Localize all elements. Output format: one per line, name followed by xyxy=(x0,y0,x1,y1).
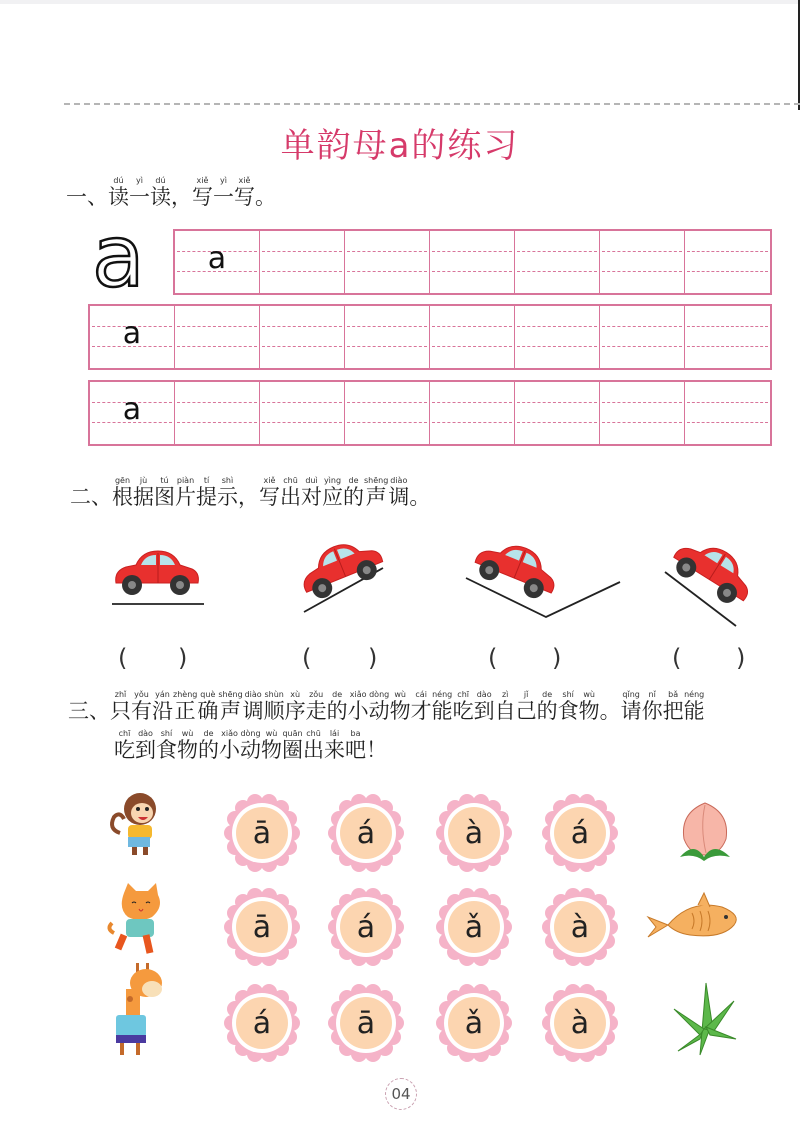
pinyin-char: ， xyxy=(171,185,192,209)
pinyin-char: 应yìng xyxy=(322,476,343,509)
peach-icon xyxy=(670,797,740,871)
pinyin-char: 请qǐng xyxy=(620,690,642,723)
pinyin-char: 能néng xyxy=(683,690,705,723)
pinyin-char: 图tú xyxy=(154,476,175,509)
pinyin-char: 小xiǎo xyxy=(219,729,240,762)
pinyin-char: 写xiě xyxy=(192,176,213,209)
leaves-icon xyxy=(670,979,740,1063)
answer-paren-close: ) xyxy=(736,644,746,672)
big-letter-a-tracing: a xyxy=(92,207,145,307)
tone-flower[interactable] xyxy=(434,793,514,873)
tone-flower[interactable] xyxy=(326,983,406,1063)
tone-letter: á xyxy=(340,901,392,953)
tone-letter: ā xyxy=(236,901,288,953)
pinyin-char: 据jù xyxy=(133,476,154,509)
answer-paren-close: ) xyxy=(552,644,562,672)
page-number: 04 xyxy=(385,1078,417,1110)
answer-paren-open: ( xyxy=(302,644,312,672)
pinyin-char: 读dú xyxy=(150,176,171,209)
tone-letter: ā xyxy=(236,807,288,859)
answer-paren-close: ) xyxy=(368,644,378,672)
pinyin-char: 。 xyxy=(409,485,431,509)
pinyin-char: 食shí xyxy=(557,690,579,723)
pinyin-char: 的de xyxy=(198,729,219,762)
tone-flower[interactable] xyxy=(222,887,302,967)
tone-flower[interactable] xyxy=(540,983,620,1063)
pinyin-char: ！ xyxy=(366,738,387,762)
pinyin-char: 到dào xyxy=(135,729,156,762)
pinyin-char: 动dòng xyxy=(240,729,261,762)
pinyin-char: 写xiě xyxy=(234,176,255,209)
pinyin-char: 自zì xyxy=(494,690,516,723)
pinyin-char: ， xyxy=(238,485,259,509)
tone-flower[interactable] xyxy=(222,793,302,873)
fish-icon xyxy=(646,891,746,955)
pinyin-char: 有yǒu xyxy=(131,690,152,723)
pinyin-char: 。 xyxy=(599,699,621,723)
pinyin-char: 吧ba xyxy=(345,729,366,762)
pinyin-char: 沿yán xyxy=(152,690,173,723)
page-title: 单韵母a的练习 xyxy=(280,126,520,166)
pinyin-char: 声shēng xyxy=(364,476,389,509)
tone-flower[interactable] xyxy=(326,793,406,873)
pinyin-char: 圈quān xyxy=(282,729,303,762)
pinyin-char: 调diào xyxy=(242,690,264,723)
tone-letter: á xyxy=(236,997,288,1049)
pinyin-char: 调diào xyxy=(388,476,410,509)
pinyin-char: 小xiǎo xyxy=(347,690,369,723)
tone-flower[interactable] xyxy=(540,793,620,873)
giraffe-icon[interactable] xyxy=(108,959,168,1063)
pinyin-char: 的de xyxy=(343,476,364,509)
tone-flower[interactable] xyxy=(540,887,620,967)
tone-letter: á xyxy=(340,807,392,859)
tone-letter: ǎ xyxy=(448,997,500,1049)
section-number: 二、 xyxy=(70,485,112,509)
pinyin-char: 声shēng xyxy=(218,690,243,723)
tone-letter: à xyxy=(554,997,606,1049)
pinyin-char: 正zhèng xyxy=(173,690,198,723)
tone-answer-blank[interactable] xyxy=(316,644,368,674)
answer-paren-close: ) xyxy=(178,644,188,672)
pinyin-char: 到dào xyxy=(473,690,495,723)
pinyin-char: 来lái xyxy=(324,729,345,762)
tone-letter: á xyxy=(554,807,606,859)
pinyin-char: 的de xyxy=(536,690,558,723)
pinyin-char: 提tí xyxy=(196,476,217,509)
sample-letter: a xyxy=(122,392,142,427)
pinyin-char: 才cái xyxy=(410,690,432,723)
tone-answer-blank[interactable] xyxy=(502,644,552,674)
tone-answer-blank[interactable] xyxy=(132,644,178,674)
pinyin-char: 食shí xyxy=(156,729,177,762)
tone-flower[interactable] xyxy=(326,887,406,967)
pinyin-char: 物wù xyxy=(177,729,198,762)
pinyin-char: 把bǎ xyxy=(662,690,684,723)
answer-paren-open: ( xyxy=(672,644,682,672)
answer-paren-open: ( xyxy=(488,644,498,672)
pinyin-char: 己jǐ xyxy=(515,690,537,723)
tone-flower[interactable] xyxy=(222,983,302,1063)
pinyin-char: 一yì xyxy=(213,176,234,209)
pinyin-char: 物wù xyxy=(261,729,282,762)
pinyin-char: 出chū xyxy=(280,476,301,509)
pinyin-char: 动dòng xyxy=(368,690,390,723)
cat-icon[interactable] xyxy=(106,883,176,967)
pinyin-char: 。 xyxy=(255,185,276,209)
pinyin-char: 确què xyxy=(197,690,219,723)
pinyin-char: 顺shùn xyxy=(263,690,285,723)
section-number: 三、 xyxy=(68,699,110,723)
pinyin-char: 走zǒu xyxy=(305,690,327,723)
footer-text xyxy=(230,1138,570,1148)
pinyin-char: 读dú xyxy=(108,176,129,209)
section-number: 一、 xyxy=(66,185,108,209)
pinyin-char: 一yì xyxy=(129,176,150,209)
tone-letter: ǎ xyxy=(448,901,500,953)
pinyin-char: 出chū xyxy=(303,729,324,762)
pinyin-char: 写xiě xyxy=(259,476,280,509)
pinyin-char: 的de xyxy=(326,690,348,723)
tone-flower[interactable] xyxy=(434,983,514,1063)
section3-line2 xyxy=(68,729,788,768)
pinyin-char: 只zhǐ xyxy=(110,690,131,723)
tone-flower[interactable] xyxy=(434,887,514,967)
car-flat-icon xyxy=(108,545,204,601)
answer-paren-open: ( xyxy=(118,644,128,672)
monkey-icon[interactable] xyxy=(106,789,176,863)
section3-line1 xyxy=(68,690,705,723)
pinyin-char: 物wù xyxy=(578,690,600,723)
tone-letter: à xyxy=(448,807,500,859)
sample-letter: a xyxy=(122,316,142,351)
pinyin-char: 示shì xyxy=(217,476,238,509)
tone-answer-blank[interactable] xyxy=(686,644,736,674)
sample-letter: a xyxy=(207,241,227,276)
pinyin-char: 对duì xyxy=(301,476,322,509)
section3-heading xyxy=(68,690,788,768)
pinyin-char: 你nǐ xyxy=(641,690,663,723)
tone-letter: ā xyxy=(340,997,392,1049)
pinyin-char: 物wù xyxy=(389,690,411,723)
pinyin-char: 序xù xyxy=(284,690,306,723)
pinyin-char: 片piàn xyxy=(175,476,196,509)
tone-letter: à xyxy=(554,901,606,953)
pinyin-char: 能néng xyxy=(431,690,453,723)
pinyin-char: 吃chī xyxy=(452,690,474,723)
pinyin-char: 吃chī xyxy=(114,729,135,762)
pinyin-char: 根gēn xyxy=(112,476,133,509)
